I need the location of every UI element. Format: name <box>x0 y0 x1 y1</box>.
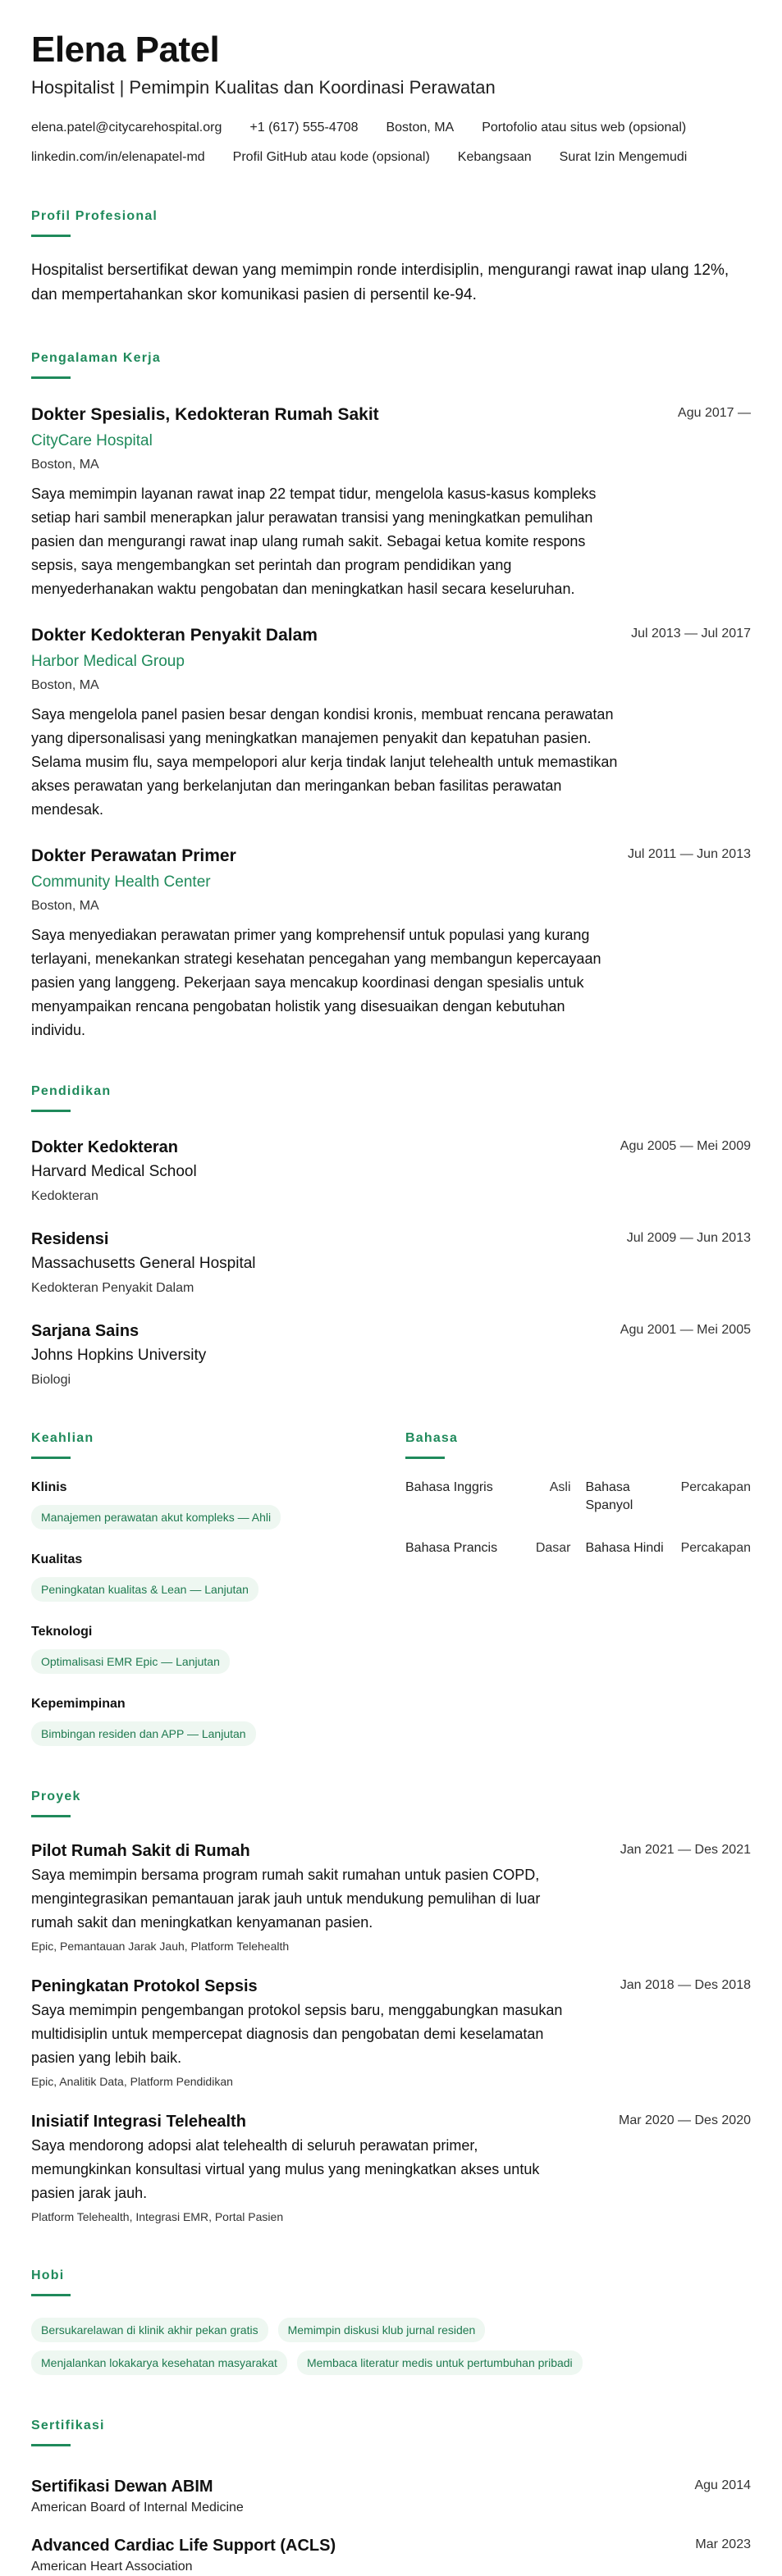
language-name: Bahasa Inggris <box>405 1480 493 1494</box>
project-description: Saya memimpin bersama program rumah sakit rumahan untuk pasien COPD, mengintegrasikan pemantauan jarak jauh untuk mendukung pemulihan di luar rumah sakit dan meningkatkan kenyamanan pasien. <box>31 1867 541 1931</box>
section-title-skills: Keahlian <box>31 1431 94 1445</box>
language-list <box>405 1479 751 1557</box>
job-description: Saya mengelola panel pasien besar dengan kondisi kronis, membuat rencana perawatan yang dipersonalisasi yang meningkatkan manajemen penyakit dan kepatuhan pasien. Selama musim flu, saya mempelopori alur kerja tindak lanjut telehealth untuk memastikan akses perawatan yang berkelanjutan dan meringankan beban fasilitas perawatan mendesak. <box>31 706 618 818</box>
job-location: Boston, MA <box>31 458 99 472</box>
language-level: Asli <box>549 1480 571 1494</box>
project-tech: Epic, Pemantauan Jarak Jauh, Platform Telehealth <box>31 1940 290 1953</box>
job-company: CityCare Hospital <box>31 432 153 449</box>
cert-date: Agu 2014 <box>694 2478 751 2492</box>
job-company: Community Health Center <box>31 873 211 891</box>
edu-school: Massachusetts General Hospital <box>31 1255 256 1272</box>
skill-category: Kepemimpinan <box>31 1697 126 1711</box>
job-description: Saya memimpin layanan rawat inap 22 tempat tidur, mengelola kasus-kasus kompleks setiap hari sambil menerapkan jalur perawatan transisi yang meningkatkan pemulihan pasien dan mengurangi rawat inap ulang rumah sakit. Sebagai ketua komite respons sepsis, saya mengembangkan set perintah dan program pendidikan yang menyederhanakan waktu pengobatan dan meningkatkan hasil secara keseluruhan. <box>31 486 597 597</box>
section-title-experience: Pengalaman Kerja <box>31 351 161 365</box>
section-divider <box>31 2444 71 2446</box>
language-name: Bahasa Hindi <box>585 1541 664 1555</box>
job-title: Dokter Kedokteran Penyakit Dalam <box>31 626 318 645</box>
cert-issuer: American Heart Association <box>31 2560 193 2574</box>
job-title: Dokter Perawatan Primer <box>31 846 236 865</box>
skill-tag: Peningkatan kualitas & Lean — Lanjutan <box>31 1577 258 1602</box>
project-title: Peningkatan Protokol Sepsis <box>31 1977 258 1995</box>
email-link[interactable]: elena.patel@citycarehospital.org <box>31 121 222 134</box>
language-name: Bahasa Prancis <box>405 1541 498 1555</box>
skills-column <box>31 1389 405 1746</box>
project-item <box>31 2111 751 2225</box>
certification-item <box>31 2476 751 2517</box>
language-name: Bahasa Spanyol <box>585 1480 633 1512</box>
location-text: Boston, MA <box>386 121 455 134</box>
project-date: Mar 2020 — Des 2020 <box>619 2113 751 2127</box>
section-divider <box>31 1110 71 1112</box>
job-date: Agu 2017 — <box>678 406 751 420</box>
section-title-hobbies: Hobi <box>31 2268 65 2282</box>
project-tech: Epic, Analitik Data, Platform Pendidikan <box>31 2075 233 2088</box>
project-description: Saya mendorong adopsi alat telehealth di seluruh perawatan primer, memungkinkan konsultasi virtual yang mulus yang meningkatkan akses untuk pasien jarak jauh. <box>31 2137 540 2201</box>
job-description: Saya menyediakan perawatan primer yang komprehensif untuk populasi yang kurang terlayani, menekankan strategi kesehatan pencegahan yang membangun kepercayaan pasien yang langgeng. Pekerjaan saya mencakup koordinasi dengan spesialis untuk menyampaikan rencana pengobatan holistik yang disesuaikan dengan kebutuhan individu. <box>31 927 601 1038</box>
language-level: Percakapan <box>680 1480 751 1494</box>
language-item <box>586 1539 752 1557</box>
project-date: Jan 2018 — Des 2018 <box>620 1978 751 1992</box>
section-title-languages: Bahasa <box>405 1431 459 1445</box>
section-divider <box>31 376 71 379</box>
cert-name: Advanced Cardiac Life Support (ACLS) <box>31 2537 336 2555</box>
job-location: Boston, MA <box>31 678 99 692</box>
project-date: Jan 2021 — Des 2021 <box>620 1843 751 1857</box>
hobby-tag: Membaca literatur medis untuk pertumbuhan pribadi <box>297 2350 583 2375</box>
project-description: Saya memimpin pengembangan protokol sepsis baru, menggabungkan masukan multidisiplin untuk mempercepat diagnosis dan pengobatan demi keselamatan pasien yang lebih baik. <box>31 2002 563 2066</box>
section-divider <box>31 2294 71 2296</box>
project-title: Pilot Rumah Sakit di Rumah <box>31 1842 250 1860</box>
nationality-text: Kebangsaan <box>457 150 532 164</box>
experience-item <box>31 845 751 1042</box>
skill-tag: Optimalisasi EMR Epic — Lanjutan <box>31 1649 230 1674</box>
edu-field: Kedokteran Penyakit Dalam <box>31 1281 194 1295</box>
certification-item <box>31 2535 751 2576</box>
phone-text: +1 (617) 555-4708 <box>249 121 359 134</box>
skill-tag: Manajemen perawatan akut kompleks — Ahli <box>31 1505 281 1530</box>
skill-category: Kualitas <box>31 1552 83 1566</box>
skill-tag: Bimbingan residen dan APP — Lanjutan <box>31 1721 256 1746</box>
hobby-tag: Bersukarelawan di klinik akhir pekan gratis <box>31 2318 268 2342</box>
languages-column <box>405 1389 751 1746</box>
project-item <box>31 1840 751 1954</box>
language-level: Percakapan <box>680 1541 751 1555</box>
edu-date: Agu 2005 — Mei 2009 <box>620 1139 751 1153</box>
experience-item <box>31 624 751 822</box>
hobby-list <box>31 2318 655 2375</box>
summary-text: Hospitalist bersertifikat dewan yang memimpin ronde interdisiplin, mengurangi rawat inap ulang 12%, dan mempertahankan skor komunikasi pasien di persentil ke-94. <box>31 262 729 303</box>
language-item <box>405 1539 571 1557</box>
edu-field: Kedokteran <box>31 1189 98 1203</box>
skills-languages-row <box>31 1389 751 1746</box>
edu-school: Johns Hopkins University <box>31 1347 207 1364</box>
section-title-projects: Proyek <box>31 1790 81 1803</box>
skill-category: Klinis <box>31 1480 67 1494</box>
education-item <box>31 1229 751 1297</box>
edu-date: Agu 2001 — Mei 2005 <box>620 1323 751 1337</box>
job-company: Harbor Medical Group <box>31 653 185 670</box>
job-location: Boston, MA <box>31 899 99 913</box>
portfolio-link[interactable]: Portofolio atau situs web (opsional) <box>482 121 687 134</box>
edu-school: Harvard Medical School <box>31 1163 197 1180</box>
section-title-summary: Profil Profesional <box>31 209 158 223</box>
hobby-tag: Menjalankan lokakarya kesehatan masyarakat <box>31 2350 287 2375</box>
section-divider <box>405 1457 445 1459</box>
cert-issuer: American Board of Internal Medicine <box>31 2501 244 2514</box>
language-item <box>405 1479 571 1515</box>
project-item <box>31 1976 751 2090</box>
driving-license-text: Surat Izin Mengemudi <box>559 150 688 164</box>
language-item <box>586 1479 752 1515</box>
person-name: Elena Patel <box>31 30 220 70</box>
job-date: Jul 2011 — Jun 2013 <box>627 847 751 861</box>
edu-field: Biologi <box>31 1373 71 1387</box>
project-tech: Platform Telehealth, Integrasi EMR, Portal Pasien <box>31 2210 284 2223</box>
headline: Hospitalist | Pemimpin Kualitas dan Koordinasi Perawatan <box>31 77 496 98</box>
linkedin-link[interactable]: linkedin.com/in/elenapatel-md <box>31 150 205 164</box>
hobby-tag: Memimpin diskusi klub jurnal residen <box>278 2318 486 2342</box>
project-title: Inisiatif Integrasi Telehealth <box>31 2113 246 2131</box>
section-title-education: Pendidikan <box>31 1084 112 1098</box>
section-title-certifications: Sertifikasi <box>31 2419 105 2432</box>
edu-date: Jul 2009 — Jun 2013 <box>626 1231 751 1245</box>
edu-degree: Dokter Kedokteran <box>31 1138 178 1156</box>
section-divider <box>31 1457 71 1459</box>
section-divider <box>31 1815 71 1817</box>
language-level: Dasar <box>535 1541 571 1555</box>
education-item <box>31 1320 751 1389</box>
education-item <box>31 1137 751 1206</box>
section-divider <box>31 235 71 237</box>
github-link[interactable]: Profil GitHub atau kode (opsional) <box>232 150 430 164</box>
job-title: Dokter Spesialis, Kedokteran Rumah Sakit <box>31 405 379 424</box>
skill-category: Teknologi <box>31 1625 93 1639</box>
job-date: Jul 2013 — Jul 2017 <box>631 627 751 641</box>
contact-list <box>31 120 751 166</box>
cert-date: Mar 2023 <box>695 2537 751 2551</box>
edu-degree: Residensi <box>31 1230 109 1248</box>
experience-item <box>31 403 751 601</box>
edu-degree: Sarjana Sains <box>31 1322 139 1340</box>
cert-name: Sertifikasi Dewan ABIM <box>31 2478 213 2496</box>
